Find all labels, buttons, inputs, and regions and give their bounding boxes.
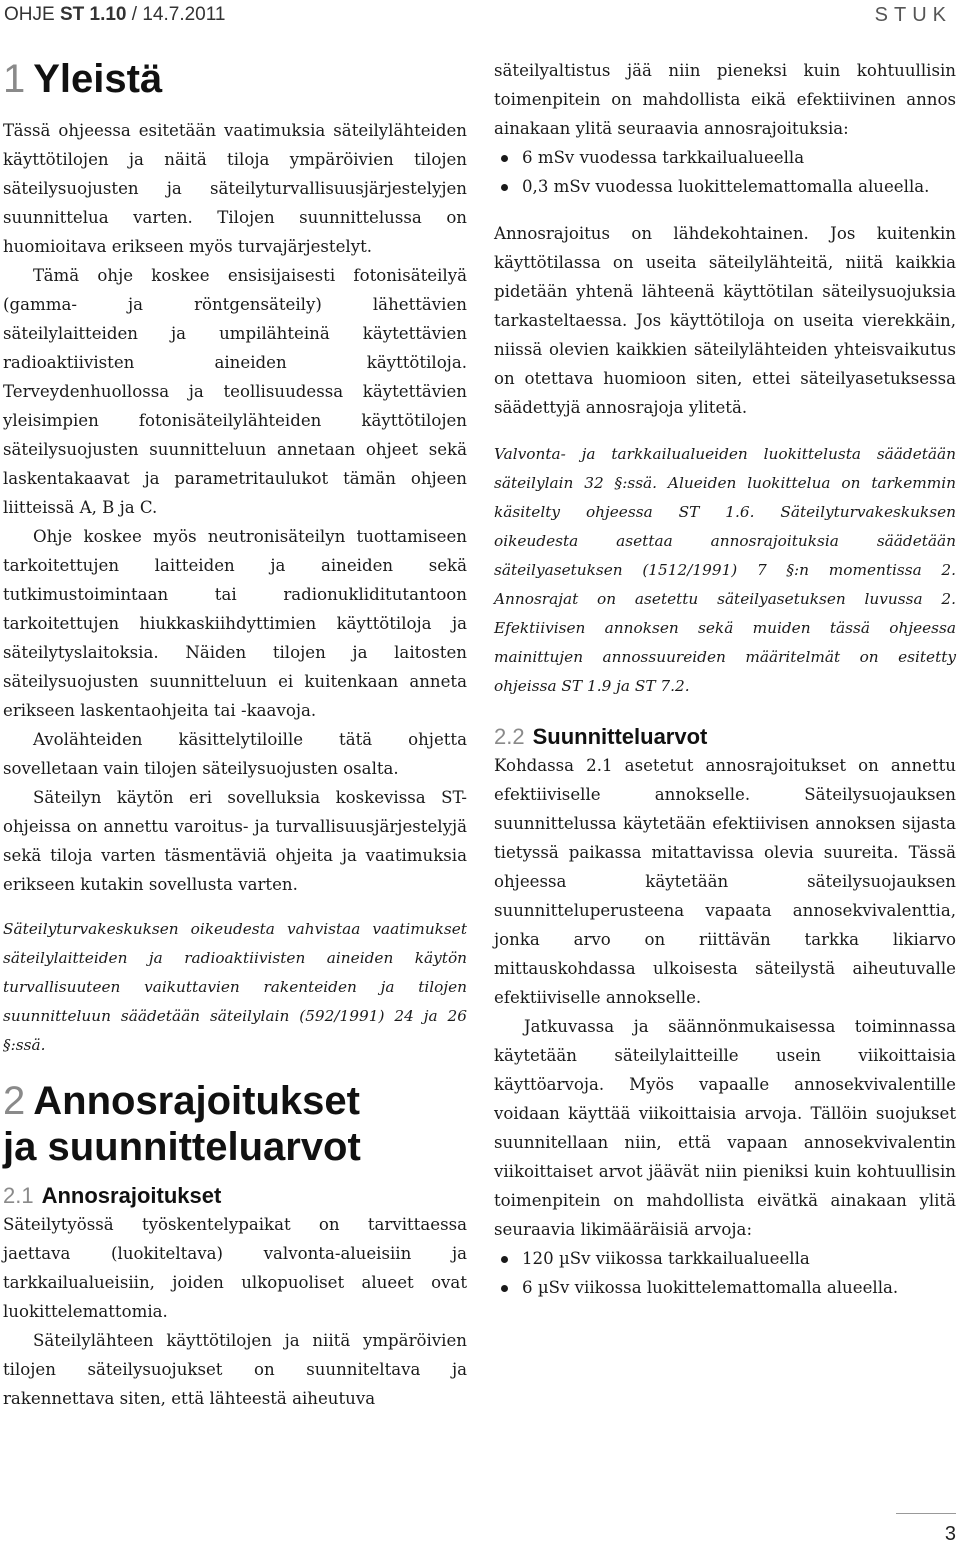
paragraph: Säteilylähteen käyttötilojen ja niitä ympäröivien tilojen säteilysuojukset on suunniteltava ja rakennettava siten, että lähteestä aiheutuva	[3, 1331, 467, 1408]
list-item: 6 mSv vuodessa tarkkailualueella	[494, 143, 956, 172]
paragraph: Avolähteiden käsittelytiloille tätä ohjetta sovelletaan vain tilojen säteilysuojusten osalta.	[3, 730, 467, 778]
brand-logo: STUK	[874, 4, 952, 26]
list-item: 6 µSv viikossa luokittelemattomalla alueella.	[494, 1273, 956, 1302]
legal-note: Valvonta- ja tarkkailualueiden luokittelusta säädetään säteilylain 32 §:ssä. Alueiden luokittelua on tarkemmin käsitelty ohjeessa ST 1.6. Säteilyturvakeskuksen oikeudesta asettaa annosrajoituksia säädetään säteilyasetuksen (1512/1991) 7 §:n momentissa 2. Annosrajat on asetettu säteilyasetuksen luvussa 2. Efektiivisen annoksen sekä muiden tässä ohjeessa mainittujen annossuureiden määritelmät on esitetty ohjeissa ST 1.9 ja ST 7.2.	[494, 445, 956, 695]
list-item: 0,3 mSv vuodessa luokittelemattomalla alueella.	[494, 172, 956, 201]
left-column	[3, 56, 467, 1413]
section-2-2-number: 2.2	[494, 724, 525, 749]
section-2-heading	[3, 1078, 467, 1170]
section-2-1-number: 2.1	[3, 1183, 34, 1208]
design-value-list	[494, 1244, 956, 1302]
page-number: 3	[944, 1523, 956, 1545]
section-2-number: 2	[3, 1079, 26, 1123]
doc-date: / 14.7.2011	[126, 4, 226, 25]
list-item: 120 µSv viikossa tarkkailualueella	[494, 1244, 956, 1273]
legal-note: Säteilyturvakeskuksen oikeudesta vahvistaa vaatimukset säteilylaitteiden ja radioaktiivisten aineiden käytön turvallisuuteen vaikuttavien rakenteiden ja tilojen suunnitteluun säädetään säteilylain (592/1991) 24 ja 26 §:ssä.	[3, 920, 467, 1054]
dose-limit-list	[494, 143, 956, 201]
paragraph: Säteilytyössä työskentelypaikat on tarvittaessa jaettava (luokiteltava) valvonta-alueisiin ja tarkkailualueisiin, joiden ulkopuoliset alueet ovat luokittelemattomia.	[3, 1215, 467, 1321]
section-1-title: Yleistä	[33, 57, 163, 101]
paragraph: Säteilyn käytön eri sovelluksia koskevissa ST-ohjeissa on annettu varoitus- ja turvallisuusjärjestelyjä sekä tiloja varten täsmentäviä ohjeita ja vaatimuksia erikseen kutakin sovellusta varten.	[3, 788, 467, 894]
section-2-title-line2: ja suunnitteluarvot	[3, 1125, 361, 1169]
section-1-number: 1	[3, 57, 26, 101]
section-2-1-heading	[3, 1182, 467, 1210]
paragraph: Tässä ohjeessa esitetään vaatimuksia säteilylähteiden käyttötilojen ja näitä tiloja ympäröivien tilojen säteilysuojusten ja säteilyturvallisuusjärjestelyjen suunnittelua varten. Tilojen suunnittelussa on huomioitava erikseen myös turvajärjestelyt.	[3, 121, 467, 256]
section-2-title-line1: Annosrajoitukset	[33, 1079, 360, 1123]
section-2-2-title: Suunnitteluarvot	[532, 724, 708, 749]
section-2-1-title: Annosrajoitukset	[41, 1183, 222, 1208]
right-column	[494, 56, 956, 1302]
paragraph: Annosrajoitus on lähdekohtainen. Jos kuitenkin käyttötilassa on useita säteilylähteitä, niitä kaikkia pidetään yhtenä lähteenä käyttötilan säteilysuojuksia tarkasteltaessa. Jos käyttötiloja on useita vierekkäin, niissä olevien kaikkien säteilylähteiden yhteisvaikutus on otettava huomioon siten, ettei säteilyasetuksessa säädettyjä annosrajoja ylitetä.	[494, 224, 956, 417]
paragraph: Tämä ohje koskee ensisijaisesti fotonisäteilyä (gamma- ja röntgensäteily) lähettävien säteilylaitteiden ja umpilähteinä käytettävien radioaktiivisten aineiden käyttötiloja. Terveydenhuollossa ja teollisuudessa käytettävien yleisimpien fotonisäteilylähteiden käyttötilojen säteilysuojusten suunnitteluun annetaan ohjeet sekä laskentakaavat ja parametritaulukot tämän ohjeen liitteissä A, B ja C.	[3, 266, 467, 517]
page-header	[4, 4, 952, 30]
paragraph: Kohdassa 2.1 asetetut annosrajoitukset on annettu efektiiviselle annokselle. Säteilysuojauksen suunnittelussa käytetään efektiivisen annoksen sijasta tietyssä paikassa mitattavissa olevia suureita. Tässä ohjeessa käytetään säteilysuojauksen suunnitteluperusteena vapaata annosekvivalenttia, jonka arvo on riittävän tarkka likiarvo mittauskohdassa ulkoisesta säteilystä aiheutuvalle efektiiviselle annokselle.	[494, 756, 956, 1007]
document-id	[4, 4, 225, 26]
page-number-rule	[896, 1513, 956, 1514]
paragraph: Ohje koskee myös neutronisäteilyn tuottamiseen tarkoitettujen laitteiden ja aineiden sekä tutkimustoimintaan tai radionukliditutantoon tarkoitettujen hiukkaskiihdyttimien käyttötiloja ja säteilytyslaitoksia. Näiden tilojen ja laitosten säteilysuojusten suunnitteluun ei kuitenkaan anneta erikseen laskentaohjeita tai -kaavoja.	[3, 527, 467, 720]
doc-prefix: OHJE	[4, 4, 60, 25]
doc-code: ST 1.10	[59, 4, 127, 25]
section-1-heading	[3, 56, 467, 102]
paragraph: Jatkuvassa ja säännönmukaisessa toiminnassa käytetään säteilylaitteille usein viikoittaisia käyttöarvoja. Myös vapaalle annosekvivalentille voidaan käyttää viikoittaisia arvoja. Tällöin suojukset suunnitellaan niin, että vapaan annosekvivalentin viikoittaiset arvot jäävät niin pieniksi kuin kohtuullisin toimenpitein on mahdollista eivätkä ainakaan ylitä seuraavia likimääräisiä arvoja:	[494, 1017, 956, 1239]
section-2-2-heading	[494, 723, 956, 751]
paragraph-continuation: säteilyaltistus jää niin pieneksi kuin kohtuullisin toimenpitein on mahdollista eikä efektiivinen annos ainakaan ylitä seuraavia annosrajoituksia:	[494, 61, 956, 138]
